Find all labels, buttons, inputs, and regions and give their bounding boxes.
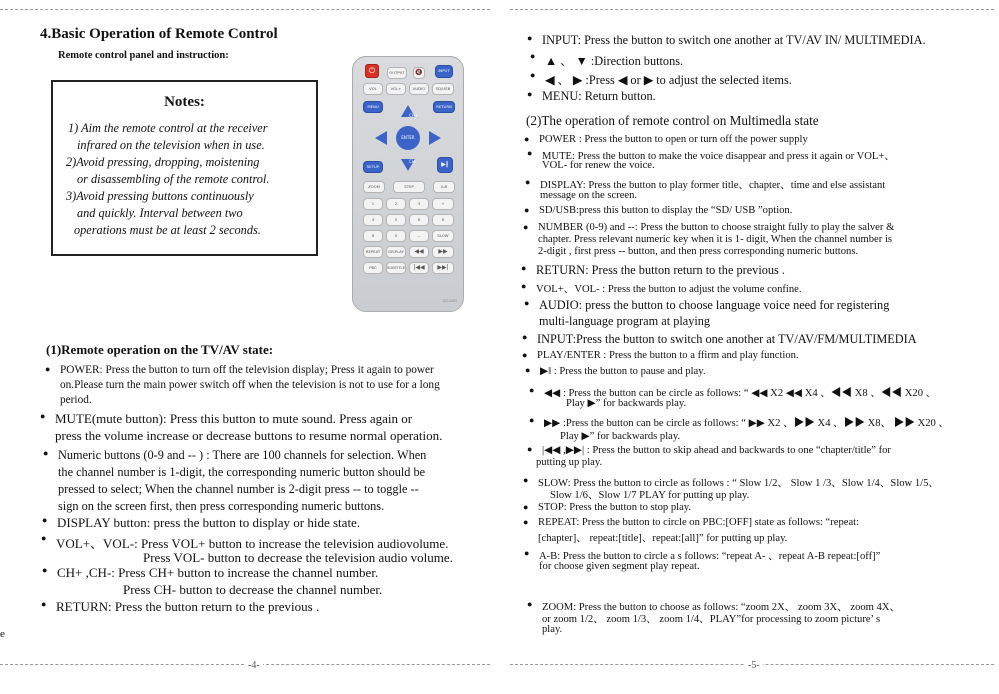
list-item: ● Numeric buttons (0-9 and -- ) : There are 100 channels for selection. When [58,448,426,463]
enter-key: ENTER [396,126,420,150]
list-item: ● STOP: Press the button to stop play. [538,502,691,513]
list-item: ● VOL+、VOL-: Press VOL+ button to increase the television audiovolume. [56,533,448,552]
list-item: ● |◀◀ ,▶▶| : Press the button to skip ahead and backwards to one “chapter/title” for [542,444,891,456]
notes-line: 1) Aim the remote control at the receiver [68,121,268,135]
list-item-continued: Play ▶” for backwards play. [560,431,681,442]
list-item-continued: play. [542,624,563,635]
list-item-continued: message on the screen. [540,190,638,201]
list-item: ● ▶▶ :Press the button can be circle as follows: “ ▶▶ X2 、▶▶ X4 、▶▶ X8、 ▶▶ X20 、 [544,415,949,430]
remote-key: CH+ [409,113,419,118]
list-item: ● ◀◀ : Press the button can be circle as follows: “ ◀◀ X2 ◀◀ X4 、◀◀ X8 、◀◀ X20 、 [544,385,936,400]
list-item-continued: on.Please turn the main power switch off when the television is not to use for a long [60,379,440,391]
list-item-continued: the channel number is 1-digit, the corresponding numeric button should be [58,465,426,479]
notes-line: infrared on the television when in use. [77,138,265,152]
list-item-continued: Slow 1/6、Slow 1/7 PLAY for putting up play. [550,490,750,501]
page-number: -5- [745,660,763,671]
list-item-continued: period. [60,394,92,406]
list-item-continued: Press CH- button to decrease the channel number. [123,582,383,597]
remote-key: DISPLAY [386,246,406,258]
remote-key: 8 [363,230,383,242]
remote-key: 5 [386,214,406,226]
list-item: ● SD/USB:press this button to display the “SD/ USB ”option. [539,205,792,216]
notes-line: 3)Avoid pressing buttons continuously [66,189,254,203]
skip-forward-icon: ▶▶| [432,262,454,274]
list-item: ● NUMBER (0-9) and --: Press the button to choose straight fully to play the salver & [538,222,894,233]
remote-key: CH- [409,159,417,164]
remote-key: 3 [409,198,429,210]
stray-character: e [0,628,5,640]
remote-key: VOL [363,83,383,95]
remote-key: VOL+ [386,83,406,95]
notes-line: 2)Avoid pressing, dropping, moistening [66,155,260,169]
list-item: ● PLAY/ENTER : Press the button to a ffirm and play function. [537,350,799,361]
skip-back-icon: |◀◀ [409,262,429,274]
list-item: ● ▲ 、 ▼ :Direction buttons. [545,51,683,69]
list-item: ● INPUT:Press the button to switch one another at TV/AV/FM/MULTIMEDIA [537,332,917,347]
top-divider [0,9,490,10]
notes-line: and quickly. Interval between two [77,206,243,220]
list-item: ● CH+ ,CH-: Press CH+ button to increase the channel number. [57,565,378,581]
remote-key: MENU [363,101,383,113]
list-item-continued: putting up play. [536,457,603,468]
list-item-continued: VOL- for renew the voice. [542,160,655,171]
section-title-tv-av: (1)Remote operation on the TV/AV state: [46,342,274,357]
remote-key: A-B [433,181,455,193]
remote-key: RETURN [433,101,455,113]
remote-key: 0 [386,230,406,242]
notes-line: operations must be at least 2 seconds. [74,223,261,237]
list-item-continued: Press VOL- button to decrease the television audio volume. [143,550,453,565]
list-item: ● INPUT: Press the button to switch one another at TV/AV IN/ MULTIMEDIA. [542,33,926,48]
remote-key: SLOW [432,230,454,242]
list-item: ● DISPLAY: Press the button to play former title、chapter、time and else assistant [540,177,885,192]
remote-key: + [432,198,454,210]
arrow-right-icon [429,131,441,145]
list-item-continued: [chapter]、 repeat:[title]、repeat:[all]” for putting up play. [538,533,788,544]
remote-key: INPUT [435,65,453,78]
list-item-continued: chapter. Press relevant numeric key when it is 1- digit, When the channel number is [538,234,893,245]
remote-key: REPEAT [363,246,383,258]
list-item-continued: for choose given segment play repeat. [539,561,700,572]
list-item: ● DISPLAY button: press the button to display or hide state. [57,515,360,531]
right-page [500,0,999,694]
list-item-continued: sign on the screen first, then press corresponding numeric buttons. [58,499,385,513]
list-item: ● SLOW: Press the button to circle as follows : “ Slow 1/2、 Slow 1 /3、Slow 1/4、Slow 1/5、 [538,475,939,490]
remote-key: 4 [363,214,383,226]
list-item: ● AUDIO: press the button to choose language voice need for registering [539,298,889,313]
mute-icon: 🔇 [413,67,425,79]
list-item: ● RETURN: Press the button return to the previous . [536,263,785,278]
list-item: ● A-B: Press the button to circle a s follows: “repeat A- 、repeat A-B repeat:[off]” [539,548,880,563]
remote-key: AUDIO [409,83,429,95]
remote-control-image [352,56,464,312]
remote-key: SD/USB [432,83,454,95]
page-number: -4- [245,660,263,671]
list-item: ● POWER : Press the button to open or turn off the power supply [539,134,808,145]
notes-title: Notes: [164,94,205,110]
power-icon: ⏻ [365,64,379,78]
remote-key: 6 [409,214,429,226]
list-item-continued: press the volume increase or decrease buttons to resume normal operation. [55,428,443,443]
list-item: ● ZOOM: Press the button to choose as follows: “zoom 2X、 zoom 3X、 zoom 4X、 [542,599,900,614]
remote-key: PBC [363,262,383,274]
list-item: ● MUTE: Press the button to make the voice disappear and press it again or VOL+、 [542,148,895,163]
remote-key: STEP [393,181,425,193]
remote-key: ZOOM [363,181,385,193]
list-item: ● MUTE(mute button): Press this button to mute sound. Press again or [55,411,412,427]
page-subheading: Remote control panel and instruction: [58,50,229,61]
list-item: ● MENU: Return button. [542,89,656,104]
remote-brand-label: DC-DVD [442,299,457,303]
notes-line: or disassembling of the remote control. [77,172,270,186]
remote-key: SUBTITLE [386,262,406,274]
direction-pad [373,103,443,173]
section-title-multimedia: (2)The operation of remote control on Multimedla state [526,113,819,128]
list-item-continued: pressed to select; When the channel number is 2-digit press -- to toggle -- [58,482,419,496]
remote-key: -- [409,230,429,242]
notes-box [51,80,318,256]
list-item: ● ▶‖ : Press the button to pause and play. [540,365,706,377]
rewind-icon: ◀◀ [409,246,429,258]
remote-key: SETUP [363,161,383,173]
fast-forward-icon: ▶▶ [432,246,454,258]
arrow-left-icon [375,131,387,145]
play-pause-icon: ▶‖ [437,157,453,173]
list-item-continued: or zoom 1/2、 zoom 1/3、 zoom 1/4、PLAY”for processing to zoom picture’ s [542,614,881,625]
list-item: ● REPEAT: Press the button to circle on PBC:[OFF] state as follows: “repeat: [538,517,859,528]
list-item-continued: Play ▶” for backwards play. [566,398,687,409]
list-item: ● POWER: Press the button to turn off the television display; Press it again to power [60,364,434,376]
remote-key: OUTPUT [387,67,407,79]
list-item: ● RETURN: Press the button return to the previous . [56,599,319,615]
top-divider [510,9,994,10]
list-item-continued: 2-digit , first press -- button, and then press corresponding numeric buttons. [538,246,859,257]
list-item-continued: multi-language program at playing [539,314,711,328]
list-item: ● VOL+、VOL- : Press the button to adjust the volume confine. [536,281,801,296]
remote-key: 2 [386,198,406,210]
list-item: ● ◀ 、 ▶ :Press ◀ or ▶ to adjust the selected items. [545,70,792,88]
remote-key: 6 [432,214,454,226]
page-heading: 4.Basic Operation of Remote Control [40,26,278,42]
remote-key: 1 [363,198,383,210]
